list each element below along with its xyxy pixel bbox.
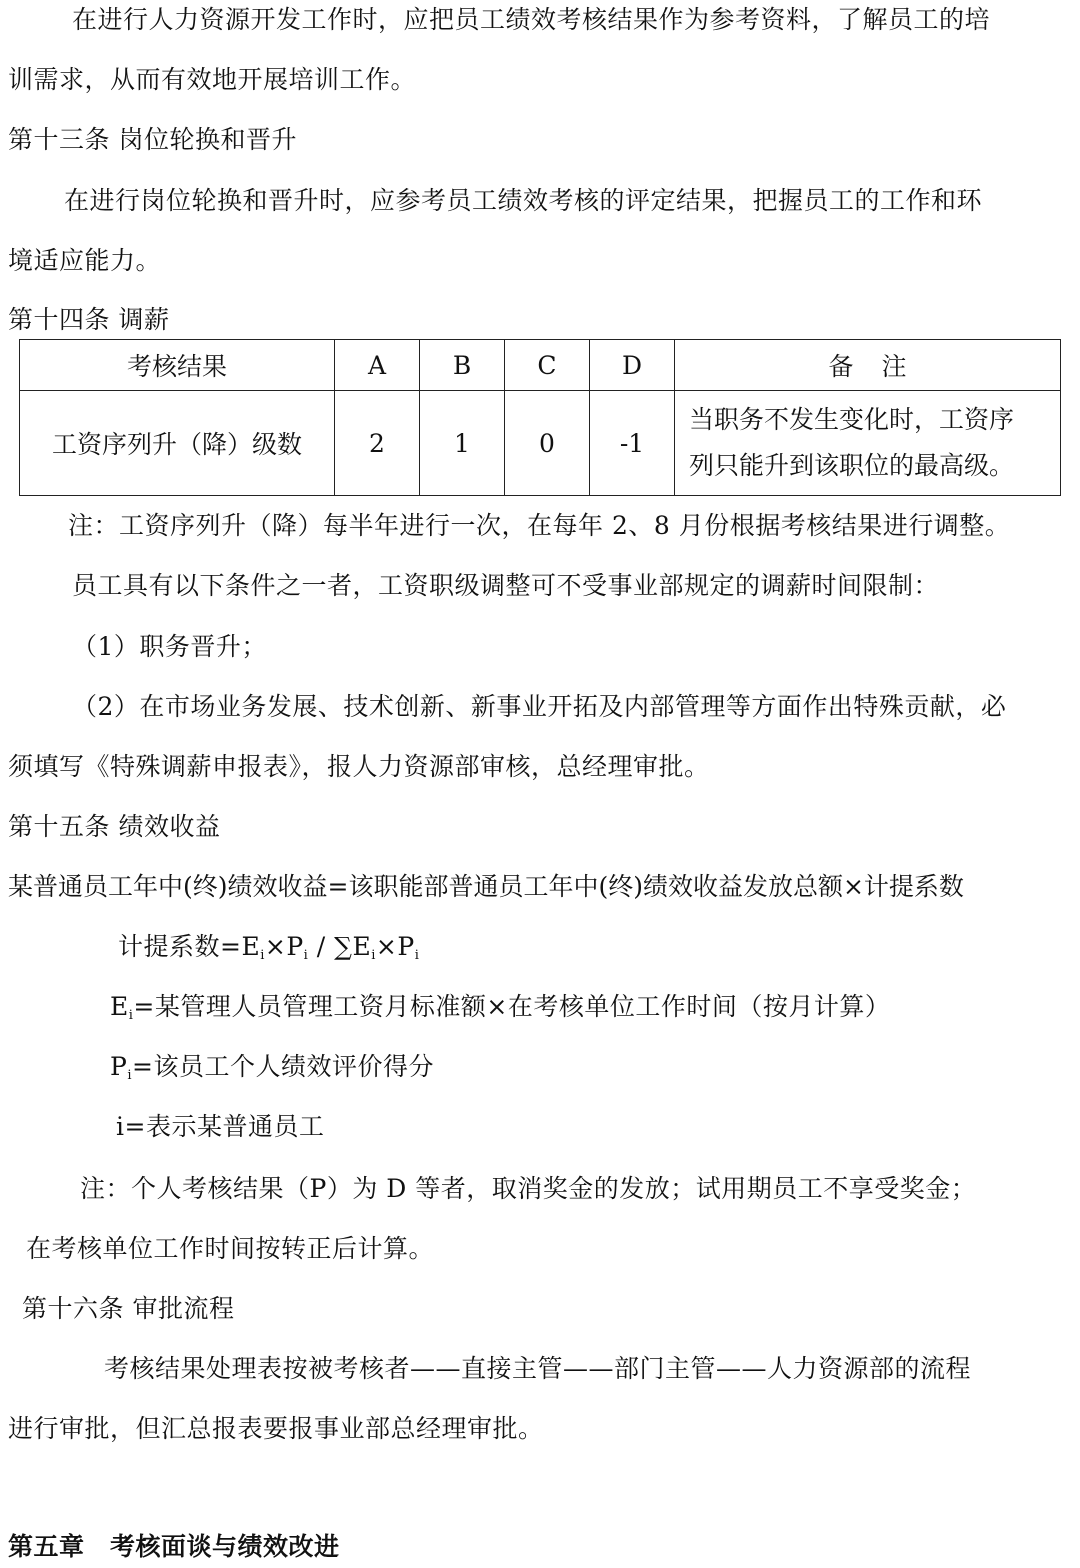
value-d: -1 <box>590 391 675 496</box>
remark-line1: 当职务不发生变化时，工资序 <box>689 405 1015 434</box>
article-13-line2: 境适应能力。 <box>8 246 162 275</box>
article-13-line1: 在进行岗位轮换和晋升时，应参考员工绩效考核的评定结果，把握员工的工作和环 <box>64 186 983 215</box>
value-b: 1 <box>420 391 505 496</box>
article-16-heading: 第十六条 审批流程 <box>22 1294 235 1323</box>
article-16-line1: 考核结果处理表按被考核者——直接主管——部门主管——人力资源部的流程 <box>104 1354 972 1383</box>
header-remark: 备注 <box>675 340 1061 391</box>
definition-e: $E_i=$某管理人员管理工资月标准额×在考核单位工作时间（按月计算） <box>110 992 891 1023</box>
article-13-heading: 第十三条 岗位轮换和晋升 <box>8 125 297 154</box>
header-result: 考核结果 <box>20 340 335 391</box>
coefficient-formula: 计提系数$=E_i\times P_i / \sum E_i\times P_i$ <box>118 932 420 963</box>
table-note: 注：工资序列升（降）每半年进行一次，在每年 2、8 月份根据考核结果进行调整。 <box>68 511 1011 540</box>
header-grade-b: B <box>420 340 505 391</box>
remark-line2: 列只能升到该职位的最高级。 <box>689 451 1015 480</box>
paragraph-training-line1: 在进行人力资源开发工作时，应把员工绩效考核结果作为参考资料，了解员工的培 <box>72 5 991 34</box>
condition-1: （1）职务晋升； <box>72 632 267 661</box>
value-a: 2 <box>335 391 420 496</box>
article-15-heading: 第十五条 绩效收益 <box>8 812 221 841</box>
table-header-row <box>20 340 1061 391</box>
definition-i: i=表示某普通员工 <box>116 1112 325 1141</box>
condition-intro: 员工具有以下条件之一者，工资职级调整可不受事业部规定的调薪时间限制： <box>72 571 940 600</box>
condition-2-line2: 须填写《特殊调薪申报表》，报人力资源部审核，总经理审批。 <box>8 752 710 781</box>
bonus-formula: 某普通员工年中(终)绩效收益=该职能部普通员工年中(终)绩效收益发放总额×计提系数 <box>8 872 964 901</box>
condition-2-line1: （2）在市场业务发展、技术创新、新事业开拓及内部管理等方面作出特殊贡献，必 <box>72 692 1007 721</box>
remark-cell <box>675 391 1061 496</box>
bonus-note-line2: 在考核单位工作时间按转正后计算。 <box>26 1234 435 1263</box>
header-grade-c: C <box>505 340 590 391</box>
header-grade-d: D <box>590 340 675 391</box>
table-row <box>20 391 1061 496</box>
definition-p: $P_i=$该员工个人绩效评价得分 <box>110 1052 434 1083</box>
header-grade-a: A <box>335 340 420 391</box>
article-16-line2: 进行审批，但汇总报表要报事业部总经理审批。 <box>8 1414 544 1443</box>
article-14-heading: 第十四条 调薪 <box>8 305 170 334</box>
chapter-5-heading: 第五章 考核面谈与绩效改进 <box>8 1532 340 1561</box>
row-label: 工资序列升（降）级数 <box>20 391 335 496</box>
value-c: 0 <box>505 391 590 496</box>
bonus-note-line1: 注：个人考核结果（P）为 D 等者，取消奖金的发放；试用期员工不享受奖金； <box>80 1174 977 1203</box>
salary-adjustment-table <box>19 339 1061 496</box>
paragraph-training-line2: 训需求，从而有效地开展培训工作。 <box>8 65 417 94</box>
